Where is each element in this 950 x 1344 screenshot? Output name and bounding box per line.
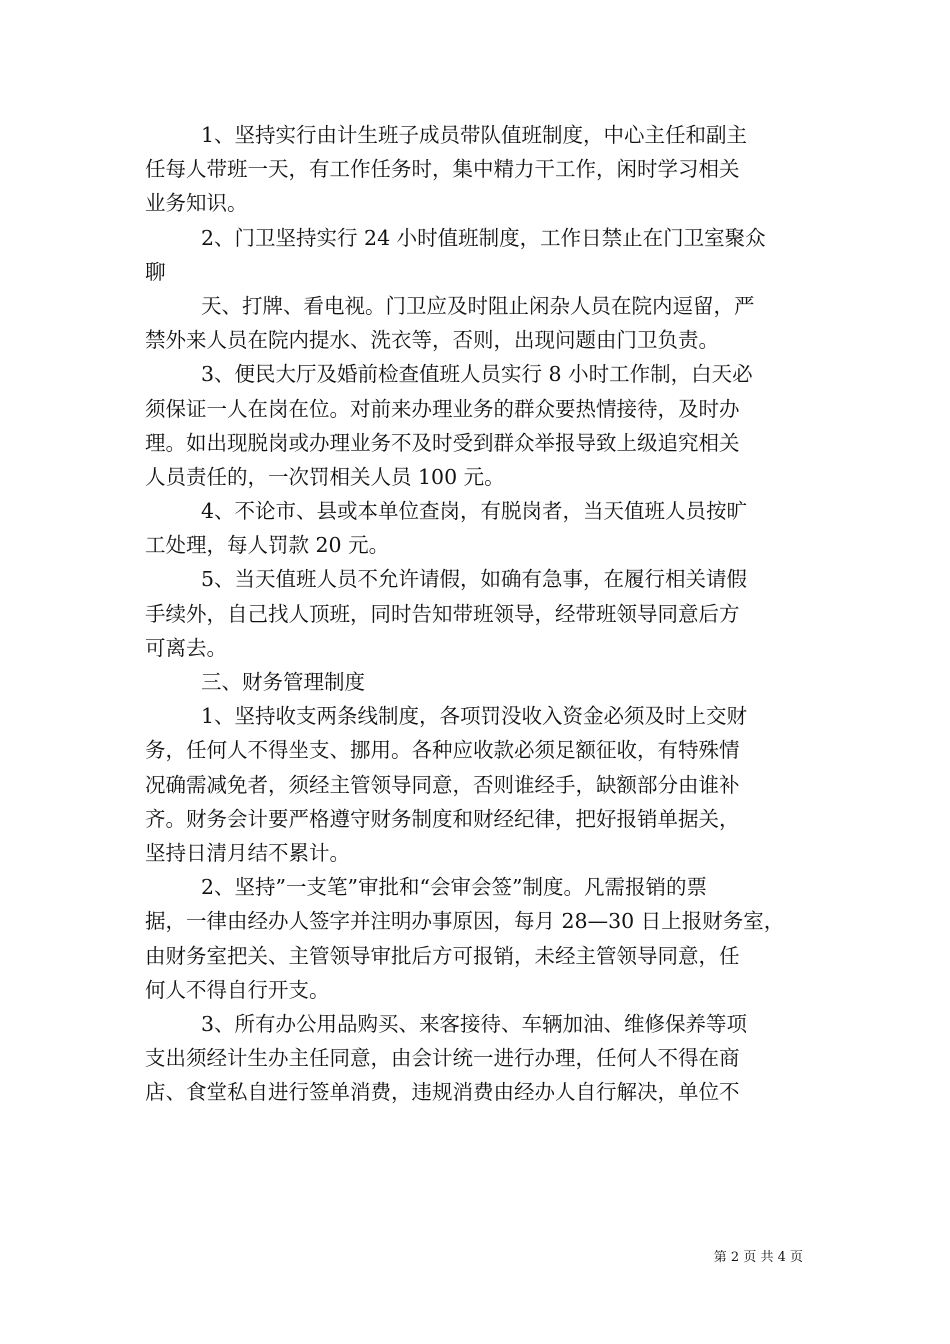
text-line: 聊: [145, 259, 166, 284]
text-line: 店、食堂私自进行签单消费，违规消费由经办人自行解决，单位不: [145, 1080, 740, 1105]
document-body: [145, 118, 815, 1109]
text-line: 1、坚持收支两条线制度，各项罚没收入资金必须及时上交财: [201, 704, 748, 729]
text-line: 须保证一人在岗在位。对前来办理业务的群众要热情接待，及时办: [145, 396, 740, 421]
text-line: 4、不论市、县或本单位查岗，有脱岗者，当天值班人员按旷: [201, 499, 748, 524]
text-line: 2、门卫坚持实行 24 小时值班制度，工作日禁止在门卫室聚众: [201, 225, 766, 250]
text-line: 据，一律由经办人签字并注明办事原因，每月 28—30 日上报财务室，: [145, 909, 785, 934]
text-line: 齐。财务会计要严格遵守财务制度和财经纪律，把好报销单据关，: [145, 806, 740, 831]
text-line: 任每人带班一天，有工作任务时，集中精力干工作，闲时学习相关: [145, 157, 740, 182]
text-line: 5、当天值班人员不允许请假，如确有急事，在履行相关请假: [201, 567, 748, 592]
text-line: 可离去。: [145, 635, 227, 660]
text-line: 2、坚持”一支笔”审批和“会审会签”制度。凡需报销的票: [201, 875, 707, 900]
text-line: 何人不得自行开支。: [145, 977, 330, 1002]
text-line: 业务知识。: [145, 191, 248, 216]
text-line: 1、坚持实行由计生班子成员带队值班制度，中心主任和副主: [201, 123, 748, 147]
text-line: 三、财务管理制度: [201, 670, 365, 694]
text-line: 手续外，自己找人顶班，同时告知带班领导，经带班领导同意后方: [145, 601, 740, 626]
text-line: 务，任何人不得坐支、挪用。各种应收款必须足额征收，有特殊情: [145, 738, 740, 763]
text-line: 工处理，每人罚款 20 元。: [145, 533, 390, 558]
text-line: 坚持日清月结不累计。: [145, 840, 350, 865]
text-line: 禁外来人员在院内提水、洗衣等，否则，出现问题由门卫负责。: [145, 328, 719, 353]
text-line: 3、便民大厅及婚前检查值班人员实行 8 小时工作制，白天必: [201, 362, 753, 387]
text-line: 况确需减免者，须经主管领导同意，否则谁经手，缺额部分由谁补: [145, 772, 740, 797]
text-line: 人员责任的，一次罚相关人员 100 元。: [145, 464, 505, 489]
text-line: 支出须经计生办主任同意，由会计统一进行办理，任何人不得在商: [145, 1046, 740, 1071]
text-line: 由财务室把关、主管领导审批后方可报销，未经主管领导同意，任: [145, 943, 740, 968]
text-line: 理。如出现脱岗或办理业务不及时受到群众举报导致上级追究相关: [145, 430, 740, 455]
page-number-footer: 第 2 页 共 4 页: [713, 1250, 803, 1265]
text-line: 3、所有办公用品购买、来客接待、车辆加油、维修保养等项: [201, 1011, 748, 1036]
text-line: 天、打牌、看电视。门卫应及时阻止闲杂人员在院内逗留，严: [201, 293, 755, 318]
